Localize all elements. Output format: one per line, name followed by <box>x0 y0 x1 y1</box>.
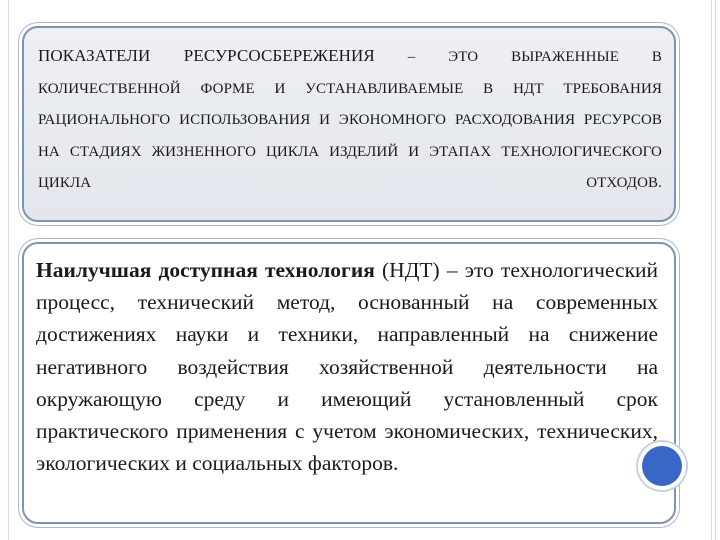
best-available-technology-panel <box>22 242 676 524</box>
bat-abbreviation: (НДТ) <box>382 258 440 282</box>
decorative-circle <box>642 446 682 486</box>
resource-saving-definition <box>38 40 662 200</box>
resource-saving-term: ПОКАЗАТЕЛИ РЕСУРСОСБЕРЕЖЕНИЯ <box>38 46 375 65</box>
bat-term: Наилучшая доступная технология <box>36 258 375 282</box>
bat-text: – это технологический процесс, технический метод, основанный на современных достижениях науки и техники, направленный на снижение негативного воздействия хозяйственной деятельности на окружающую среду и имеющий установленный срок практического применения с учетом экономических, технических, экологических и социальных факторов. <box>36 258 659 476</box>
decorative-right-line-outer <box>715 0 716 540</box>
resource-saving-dash: – <box>407 49 416 65</box>
best-available-technology-definition <box>36 254 658 479</box>
resource-saving-text: ЭТО ВЫРАЖЕННЫЕ В КОЛИЧЕСТВЕННОЙ ФОРМЕ И УСТАНАВЛИВАЕМЫЕ В НДТ ТРЕБОВАНИЯ РАЦИОНАЛЬНОГО ИСПОЛЬЗОВАНИЯ И ЭКОНОМНОГО РАСХОДОВАНИЯ РЕСУРСОВ НА СТАДИЯХ ЖИЗНЕННОГО ЦИКЛА ИЗДЕЛИЙ И ЭТАПАХ ТЕХНОЛОГИЧЕСКОГО ЦИКЛА ОТХОДОВ. <box>38 49 662 191</box>
decorative-left-line <box>8 0 9 540</box>
resource-saving-definition-panel <box>22 26 676 222</box>
decorative-right-line <box>711 0 712 540</box>
